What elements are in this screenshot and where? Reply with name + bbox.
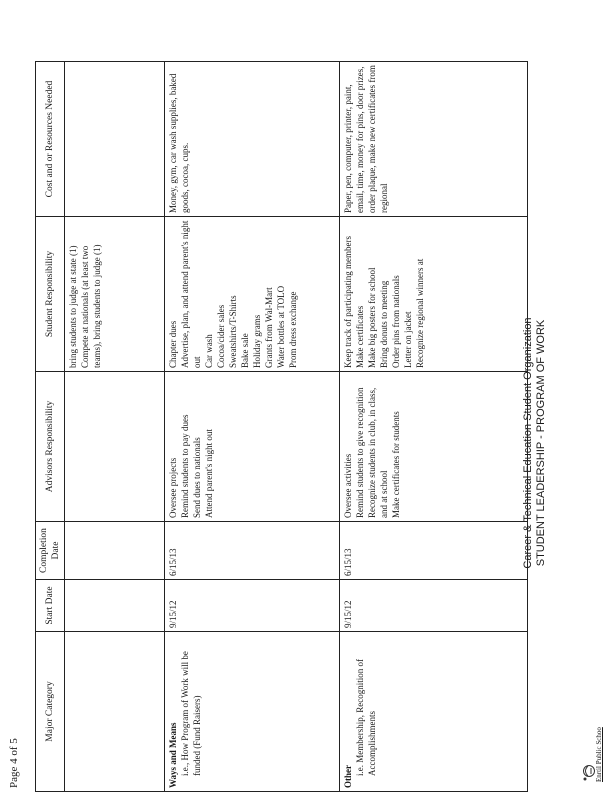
cost-cell: Paper, pen, computer, printer, paint, email, time, money for pins, door prizes, order plaque, make new certificates from regional: [340, 62, 528, 217]
page-number: Page 4 of 5: [8, 738, 20, 788]
school-logo: [582, 712, 606, 782]
column-header: Cost and or Resources Needed: [36, 62, 65, 217]
category-cell: [65, 632, 165, 792]
advisor-cell: [340, 372, 528, 522]
table-row: [340, 62, 528, 792]
table-row: [65, 62, 165, 792]
cost-cell: Money, gym, car wash supplies, baked goods, cocoa, cups.: [165, 62, 340, 217]
column-header: Completion Date: [36, 522, 65, 580]
category-name: Ways and Means: [168, 722, 178, 788]
student-item: Holiday grams: [252, 314, 262, 368]
start-date-cell: [65, 580, 165, 632]
header-line-1: Career & Technical Education Student Organization: [522, 317, 534, 569]
student-item: bring students to judge at state (1): [68, 245, 78, 368]
header-line-2: STUDENT LEADERSHIP - PROGRAM OF WORK: [535, 319, 547, 567]
advisor-item: Recognize students in club, in class, and at school: [367, 387, 389, 518]
table-header-row: [36, 62, 65, 792]
category-cell: [165, 632, 340, 792]
student-item: Bake sale: [240, 333, 250, 368]
start-date-cell: 9/15/12: [340, 580, 528, 632]
advisor-cell: [65, 372, 165, 522]
student-item: Water bottles at TOLO: [276, 285, 286, 368]
student-item: Advertise, plan, and attend parent's night out: [180, 220, 202, 368]
column-header: Start Date: [36, 580, 65, 632]
column-header: Advisors Responsibility: [36, 372, 65, 522]
student-cell: [65, 217, 165, 372]
student-item: Chapter dues: [168, 320, 178, 368]
student-item: Letter on jacket: [403, 311, 413, 368]
student-item: Recognize regional winners at: [415, 258, 425, 368]
student-item: Prom dress exchange: [288, 291, 298, 368]
completion-date-cell: 6/15/13: [165, 522, 340, 580]
advisor-item: Remind students to pay dues: [180, 414, 190, 518]
column-header: Major Category: [36, 632, 65, 792]
student-cell: [165, 217, 340, 372]
student-item: Sweatshirts/T-Shirts: [228, 295, 238, 368]
completion-date-cell: [65, 522, 165, 580]
logo-text: Enrtil Public Schoo: [595, 727, 603, 782]
column-header: Student Responsibility: [36, 217, 65, 372]
category-description: i.e., How Program of Work will be funded (Fund Raisers): [180, 651, 202, 776]
advisor-item: Oversee activities: [343, 453, 353, 518]
student-item: Keep track of participating members: [343, 236, 353, 368]
student-item: Order pins from nationals: [391, 275, 401, 368]
advisor-cell: [165, 372, 340, 522]
advisor-item: Make certificates for students: [391, 411, 401, 518]
school-logo-icon: [582, 760, 596, 782]
advisor-item: Remind students to give recognition: [355, 387, 365, 518]
advisor-item: Oversee projects: [168, 457, 178, 518]
student-item: Cocoa/cider sales: [216, 304, 226, 368]
student-item: Make certificates: [355, 305, 365, 368]
category-description: i.e. Membership, Recognition of Accomplishments: [355, 659, 377, 776]
program-of-work-table: [35, 61, 528, 792]
completion-date-cell: 6/15/13: [340, 522, 528, 580]
start-date-cell: 9/15/12: [165, 580, 340, 632]
student-item: Compete at nationals (at least two teams), bring students to judge (1): [80, 244, 102, 368]
advisor-item: Attend parent's night out: [204, 429, 214, 518]
category-cell: [340, 632, 528, 792]
student-item: Car wash: [204, 334, 214, 368]
student-item: Bring donuts to meeting: [379, 280, 389, 368]
cost-cell: [65, 62, 165, 217]
student-cell: [340, 217, 528, 372]
advisor-item: Send dues to nationals: [192, 437, 202, 518]
student-item: Make big posters for school: [367, 267, 377, 368]
table-row: [165, 62, 340, 792]
student-item: Grants from Wal-Mart: [264, 287, 274, 368]
category-name: Other: [343, 765, 353, 788]
